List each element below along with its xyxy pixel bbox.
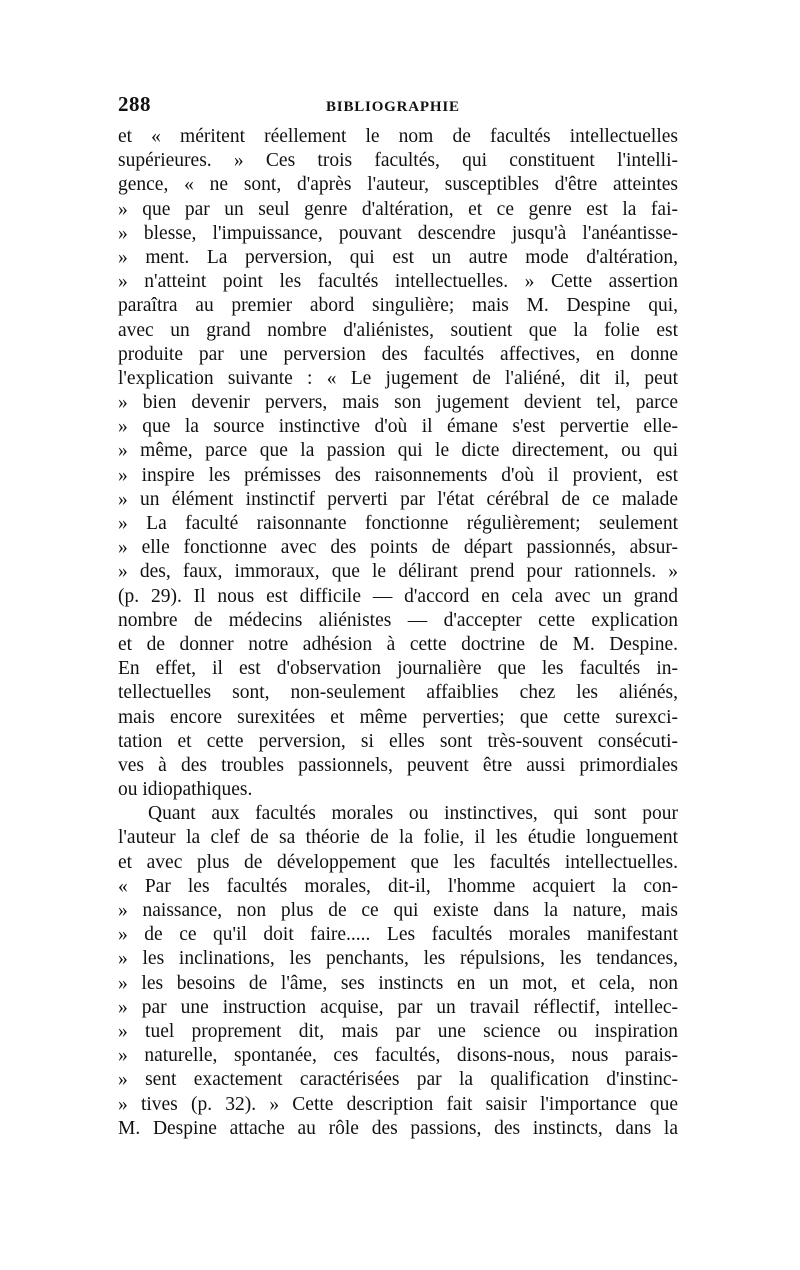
text-line: » sent exactement caractérisées par la qualification d'instinc- [118,1069,678,1091]
text-line: ou idiopathiques. [118,779,253,801]
text-line: » les besoins de l'âme, ses instincts en un mot, et cela, non [118,972,678,994]
text-line: » des, faux, immoraux, que le délirant prend pour rationnels. » [118,561,678,583]
text-line: et de donner notre adhésion à cette doctrine de M. Despine. [118,633,678,655]
text-line: » naissance, non plus de ce qui existe dans la nature, mais [118,900,678,921]
text-line: En effet, il est d'observation journalière que les facultés in- [118,658,678,680]
text-line: » même, parce que la passion qui le dicte directement, ou qui [118,440,678,462]
text-line: » ment. La perversion, qui est un autre mode d'altération, [118,246,678,268]
text-line: » de ce qu'il doit faire..... Les facultés morales manifestant [118,924,678,946]
text-line: » naturelle, spontanée, ces facultés, disons-nous, nous parais- [118,1045,678,1067]
body-text [118,125,678,1141]
text-line: » un élément instinctif perverti par l'état cérébral de ce malade [118,488,678,510]
text-line: » les inclinations, les penchants, les répulsions, les tendances, [118,948,678,970]
text-line: ves à des troubles passionnels, peuvent être aussi primordiales [118,754,678,776]
text-line: produite par une perversion des facultés affectives, en donne [118,343,678,365]
text-line: » que la source instinctive d'où il émane s'est pervertie elle- [118,416,678,438]
text-line: » n'atteint point les facultés intellectuelles. » Cette assertion [118,271,678,293]
text-line: l'auteur la clef de sa théorie de la folie, il les étudie longuement [118,827,678,849]
page-number: 288 [118,92,151,116]
text-line: » tives (p. 32). » Cette description fait saisir l'importance que [118,1093,678,1115]
text-line: Quant aux facultés morales ou instinctives, qui sont pour [148,803,678,825]
text-line: gence, « ne sont, d'après l'auteur, susceptibles d'être atteintes [118,174,678,196]
text-line: » par une instruction acquise, par un travail réflectif, intellec- [118,996,678,1018]
text-line: nombre de médecins aliénistes — d'accepter cette explication [118,609,678,631]
text-line: » que par un seul genre d'altération, et ce genre est la fai- [118,198,678,220]
text-line: tation et cette perversion, si elles sont très-souvent consécuti- [118,730,678,752]
text-line: et avec plus de développement que les facultés intellectuelles. [118,851,678,873]
text-line: » blesse, l'impuissance, pouvant descendre jusqu'à l'anéantisse- [118,222,678,244]
text-line: « Par les facultés morales, dit-il, l'homme acquiert la con- [118,875,678,897]
text-line: » La faculté raisonnante fonctionne régulièrement; seulement [118,513,678,534]
text-line: supérieures. » Ces trois facultés, qui constituent l'intelli- [118,150,678,172]
text-line: l'explication suivante : « Le jugement de l'aliéné, dit il, peut [118,367,678,389]
text-line: M. Despine attache au rôle des passions, des instincts, dans la [118,1117,678,1139]
running-head: BIBLIOGRAPHIE [326,99,460,115]
text-line: » tuel proprement dit, mais par une science ou inspiration [118,1020,678,1042]
text-line: mais encore surexitées et même perverties; que cette surexci- [118,706,678,728]
text-line: et « méritent réellement le nom de facultés intellectuelles [118,126,678,147]
text-line: avec un grand nombre d'aliénistes, soutient que la folie est [118,319,678,341]
text-line: (p. 29). Il nous est difficile — d'accord en cela avec un grand [118,585,678,607]
text-line: paraîtra au premier abord singulière; mais M. Despine qui, [118,295,678,317]
text-line: » bien devenir pervers, mais son jugement devient tel, parce [118,392,678,414]
text-line: » inspire les prémisses des raisonnements d'où il provient, est [118,464,678,486]
text-line: » elle fonctionne avec des points de départ passionnés, absur- [118,537,678,559]
text-line: tellectuelles sont, non-seulement affaiblies chez les aliénés, [118,682,678,704]
